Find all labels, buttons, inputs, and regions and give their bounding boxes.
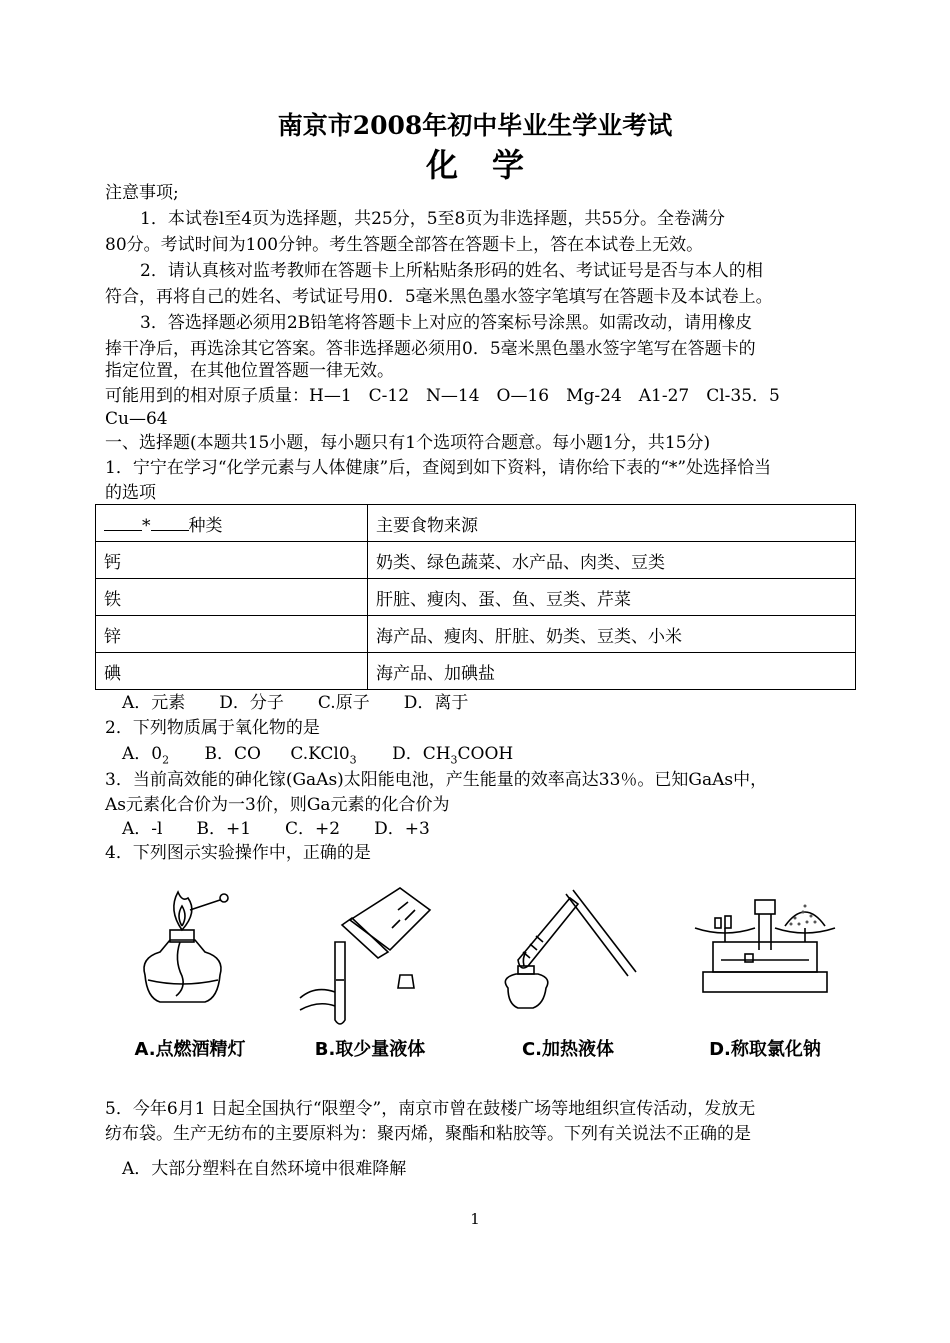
q2-option-d: D．$CH_3COOH$ (392, 744, 514, 767)
q1-stem-line2: 的选项 (105, 483, 156, 503)
nutrition-table (95, 504, 856, 690)
table-cell-source: 肝脏、瘦肉、蛋、鱼、豆类、芹菜 (368, 579, 856, 616)
q1-stem-line1: 1．宁宁在学习“化学元素与人体健康”后，查阅到如下资料，请你给下表的“*”处选择恰当 (105, 458, 772, 478)
notes-item1-line1: 1．本试卷l至4页为选择题，共25分，5至8页为非选择题，共55分。全卷满分 (140, 209, 725, 229)
table-row (96, 542, 856, 579)
table-header-kind-label: 种类 (188, 515, 223, 536)
table-row (96, 579, 856, 616)
q3-stem-line2: As元素化合价为一3价，则Ga元素的化合价为 (105, 795, 450, 815)
q3-stem-line1: 3．当前高效能的砷化镓(GaAs)太阳能电池，产生能量的效率高达33％。已知GaAs中， (105, 770, 768, 790)
figure-d (675, 880, 855, 1070)
notes-item3-line2: 捧干净后，再选涂其它答案。答非选择题必须用0．5毫米黑色墨水签字笔写在答题卡的 (105, 339, 756, 359)
notes-item3-line1: 3．答选择题必须用2B铅笔将答题卡上对应的答案标号涂黑。如需改动，请用橡皮 (140, 313, 753, 333)
heat-test-tube-icon (478, 880, 658, 1030)
q5-option-a: A．大部分塑料在自然环境中很难降解 (122, 1159, 407, 1179)
notes-item3-line3: 指定位置，在其他位置答题一律无效。 (105, 361, 394, 381)
table-cell-element: 碘 (96, 653, 368, 690)
subject-title: 化学 (425, 146, 558, 184)
figure-d-caption: D.称取氯化钠 (709, 1039, 821, 1060)
table-row (96, 616, 856, 653)
table-row (96, 653, 856, 690)
alcohol-lamp-icon (100, 880, 280, 1030)
balance-scale-icon (675, 880, 855, 1030)
q2-option-c: $C.KCl0_3$ (290, 744, 357, 767)
blank-line (151, 516, 189, 531)
q1-options: A．元素 D．分子 C.原子 D．离于 (122, 693, 469, 713)
table-cell-element: 钙 (96, 542, 368, 579)
table-cell-element: 锌 (96, 616, 368, 653)
atomic-mass-line1: 可能用到的相对原子质量：H—1 C-12 N—14 O—16 Mg-24 A1-27 Cl-35．5 (105, 386, 780, 406)
table-star: * (142, 515, 151, 536)
q2-option-a: A．$0_2$ (122, 744, 170, 767)
table-cell-source: 奶类、绿色蔬菜、水产品、肉类、豆类 (368, 542, 856, 579)
table-header-source: 主要食物来源 (368, 505, 856, 542)
table-header-kind (96, 505, 368, 542)
q4-stem: 4．下列图示实验操作中，正确的是 (105, 843, 371, 863)
figure-b-caption: B.取少量液体 (314, 1039, 426, 1060)
atomic-mass-line2: Cu—64 (105, 409, 168, 429)
q3-options: A．-l B．+1 C．+2 D．+3 (122, 819, 430, 839)
q2-option-b: B．CO (204, 744, 261, 764)
pour-liquid-icon (280, 880, 460, 1030)
exam-title: 南京市2008年初中毕业生学业考试 (277, 111, 673, 140)
q2-stem: 2．下列物质属于氧化物的是 (105, 718, 320, 738)
table-cell-source: 海产品、瘦肉、肝脏、奶类、豆类、小米 (368, 616, 856, 653)
figure-c (478, 880, 658, 1070)
table-cell-element: 铁 (96, 579, 368, 616)
notes-item2-line1: 2．请认真核对监考教师在答题卡上所粘贴条形码的姓名、考试证号是否与本人的相 (140, 261, 763, 281)
figure-a-caption: A.点燃酒精灯 (134, 1039, 246, 1060)
section1-heading: 一、选择题(本题共15小题，每小题只有1个选项符合题意。每小题1分，共15分) (105, 433, 711, 453)
blank-line (104, 516, 142, 531)
figure-c-caption: C.加热液体 (521, 1039, 615, 1060)
table-cell-source: 海产品、加碘盐 (368, 653, 856, 690)
notes-item2-line2: 符合，再将自己的姓名、考试证号用0．5毫米黑色墨水签字笔填写在答题卡及本试卷上。 (105, 287, 773, 307)
notes-item1-line2: 80分。考试时间为100分钟。考生答题全部答在答题卡上，答在本试卷上无效。 (105, 235, 704, 255)
notes-heading: 注意事项; (105, 183, 179, 203)
figure-b (280, 880, 460, 1070)
q5-stem-line1: 5．今年6月1 日起全国执行“限塑令”，南京市曾在鼓楼广场等地组织宣传活动，发放无 (105, 1099, 756, 1119)
q5-stem-line2: 纺布袋。生产无纺布的主要原料为：聚丙烯，聚酯和粘胶等。下列有关说法不正确的是 (105, 1124, 751, 1144)
page-number: 1 (470, 1210, 480, 1228)
q4-figures (100, 880, 860, 1070)
figure-a (100, 880, 280, 1070)
table-header-row (96, 505, 856, 542)
